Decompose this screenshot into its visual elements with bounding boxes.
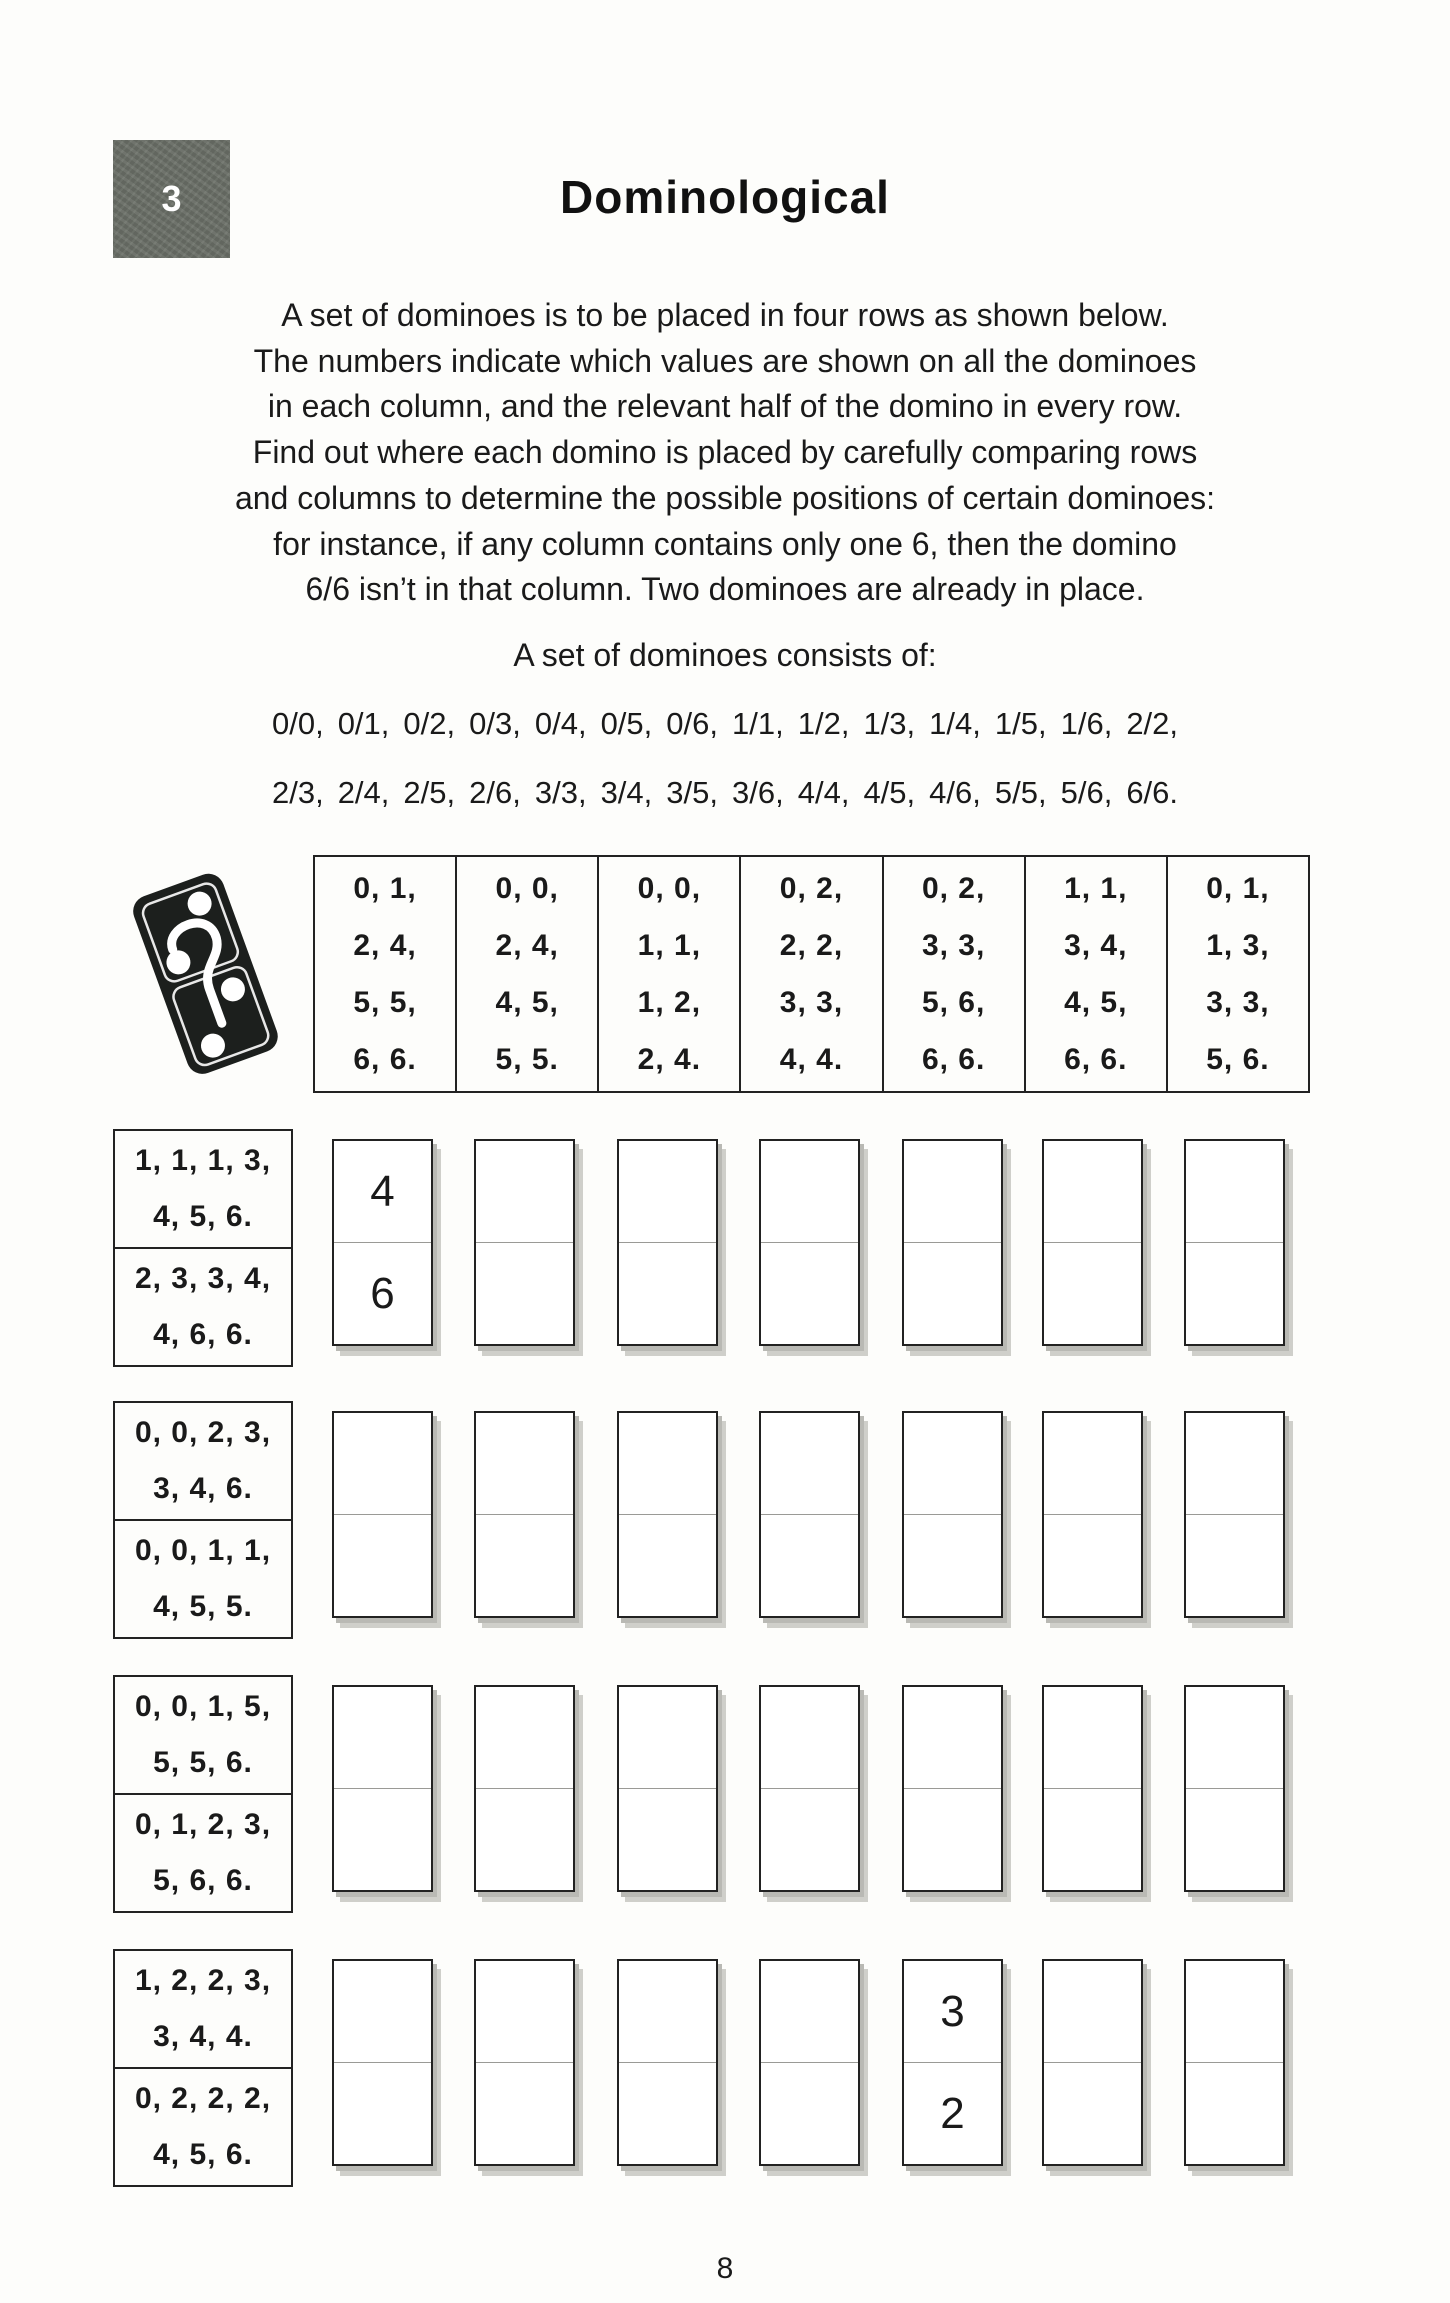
domino-slot[interactable] bbox=[474, 1959, 575, 2166]
domino-slot[interactable] bbox=[902, 1685, 1003, 1892]
domino-top-value[interactable] bbox=[476, 1687, 573, 1788]
domino-set-item: 3/3, bbox=[534, 775, 587, 810]
instructions-line: 6/6 isn’t in that column. Two dominoes are already in place. bbox=[305, 571, 1145, 608]
row-clue-1 bbox=[113, 1129, 293, 1367]
domino-set-item: 0/6, bbox=[666, 706, 718, 741]
domino-set-item: 2/5, bbox=[403, 775, 456, 810]
domino-top-value[interactable] bbox=[761, 1141, 858, 1242]
domino-top-value[interactable] bbox=[619, 1687, 716, 1788]
domino-slot[interactable] bbox=[1184, 1139, 1285, 1346]
domino-slot[interactable] bbox=[1184, 1959, 1285, 2166]
instructions-paragraph bbox=[100, 293, 1350, 613]
domino-top-value[interactable] bbox=[904, 1141, 1001, 1242]
domino-bottom-value[interactable] bbox=[761, 1514, 858, 1616]
row-clue-top-half: 0, 0, 1, 5, 5, 5, 6. bbox=[134, 1690, 272, 1779]
domino-slot[interactable] bbox=[617, 1139, 718, 1346]
domino-bottom-value[interactable] bbox=[1186, 2062, 1283, 2164]
domino-set-item: 0/3, bbox=[469, 706, 521, 741]
domino-slot[interactable] bbox=[332, 1959, 433, 2166]
domino-bottom-value[interactable] bbox=[1044, 1242, 1141, 1344]
domino-set-item: 1/3, bbox=[863, 706, 916, 741]
domino-slot[interactable] bbox=[1184, 1411, 1285, 1618]
domino-bottom-value[interactable] bbox=[761, 1242, 858, 1344]
domino-bottom-value[interactable] bbox=[1186, 1514, 1283, 1616]
domino-slot[interactable] bbox=[759, 1685, 860, 1892]
domino-slot[interactable] bbox=[1042, 1411, 1143, 1618]
domino-slot[interactable] bbox=[332, 1411, 433, 1618]
instructions-line: in each column, and the relevant half of the domino in every row. bbox=[267, 388, 1183, 425]
domino-slot[interactable] bbox=[474, 1685, 575, 1892]
domino-set-item: 3/5, bbox=[666, 775, 718, 810]
domino-set-item: 4/6, bbox=[929, 775, 981, 810]
domino-top-value[interactable] bbox=[619, 1961, 716, 2062]
domino-slot[interactable] bbox=[617, 1411, 718, 1618]
column-clue-5: 0, 2, 3, 3, 5, 6, 6, 6. bbox=[884, 857, 1026, 1091]
domino-top-value[interactable] bbox=[1186, 1413, 1283, 1514]
domino-slot[interactable] bbox=[332, 1685, 433, 1892]
domino-bottom-value[interactable] bbox=[619, 1788, 716, 1890]
row-clue-top-half: 1, 1, 1, 3, 4, 5, 6. bbox=[134, 1144, 272, 1233]
domino-bottom-value[interactable] bbox=[619, 2062, 716, 2164]
row-clue-top-half: 0, 0, 2, 3, 3, 4, 6. bbox=[134, 1416, 272, 1505]
domino-bottom-value[interactable] bbox=[904, 1514, 1001, 1616]
domino-set-item: 2/2, bbox=[1126, 706, 1179, 741]
domino-top-value[interactable] bbox=[904, 1687, 1001, 1788]
domino-top-value[interactable]: 4 bbox=[370, 1166, 395, 1216]
domino-top-value[interactable] bbox=[761, 1961, 858, 2062]
domino-set-item: 0/2, bbox=[403, 706, 456, 741]
puzzle-number: 3 bbox=[161, 178, 182, 219]
domino-set-line-1 bbox=[100, 706, 1350, 742]
domino-set-item: 1/4, bbox=[929, 706, 981, 741]
domino-top-value[interactable] bbox=[1044, 1141, 1141, 1242]
domino-bottom-value[interactable] bbox=[904, 1242, 1001, 1344]
column-clue-1: 0, 1, 2, 4, 5, 5, 6, 6. bbox=[315, 857, 457, 1091]
row-clue-bottom-half: 2, 3, 3, 4, 4, 6, 6. bbox=[115, 1247, 291, 1365]
instructions-line: Find out where each domino is placed by carefully comparing rows bbox=[252, 434, 1198, 471]
domino-set-item: 1/1, bbox=[732, 706, 784, 741]
domino-bottom-value[interactable] bbox=[476, 1514, 573, 1616]
domino-top-value[interactable] bbox=[619, 1141, 716, 1242]
domino-set-item: 5/5, bbox=[994, 775, 1047, 810]
domino-bottom-value[interactable] bbox=[334, 1514, 431, 1616]
column-clue-2: 0, 0, 2, 4, 4, 5, 5, 5. bbox=[457, 857, 599, 1091]
domino-bottom-value[interactable]: 6 bbox=[334, 1242, 431, 1344]
column-clue-3: 0, 0, 1, 1, 1, 2, 2, 4. bbox=[599, 857, 741, 1091]
domino-top-value[interactable] bbox=[476, 1961, 573, 2062]
row-clue-3 bbox=[113, 1675, 293, 1913]
domino-set-line-2 bbox=[100, 775, 1350, 811]
column-clues-table bbox=[313, 855, 1310, 1093]
domino-set-heading: A set of dominoes consists of: bbox=[513, 637, 937, 673]
instructions-line: The numbers indicate which values are shown on all the dominoes bbox=[253, 342, 1197, 379]
domino-bottom-value[interactable] bbox=[334, 2062, 431, 2164]
domino-slot[interactable] bbox=[474, 1139, 575, 1346]
domino-slot[interactable] bbox=[759, 1959, 860, 2166]
domino-bottom-value[interactable] bbox=[1044, 1514, 1141, 1616]
domino-slot[interactable] bbox=[1042, 1139, 1143, 1346]
domino-top-value[interactable] bbox=[904, 1413, 1001, 1514]
domino-bottom-value[interactable] bbox=[1044, 1788, 1141, 1890]
domino-set-item: 1/2, bbox=[797, 706, 850, 741]
domino-top-value[interactable] bbox=[334, 1413, 431, 1514]
domino-set-item: 0/0, bbox=[271, 706, 324, 741]
domino-bottom-value[interactable] bbox=[619, 1242, 716, 1344]
domino-slot[interactable] bbox=[1042, 1685, 1143, 1892]
domino-bottom-value[interactable] bbox=[476, 1242, 573, 1344]
domino-set-item: 1/5, bbox=[994, 706, 1047, 741]
domino-top-value[interactable] bbox=[761, 1413, 858, 1514]
domino-bottom-value[interactable] bbox=[761, 1788, 858, 1890]
domino-set-item: 3/6, bbox=[732, 775, 784, 810]
domino-set-item: 0/4, bbox=[534, 706, 587, 741]
page-title: Dominological bbox=[560, 171, 890, 223]
row-clue-bottom-half: 0, 2, 2, 2, 4, 5, 6. bbox=[115, 2067, 291, 2185]
page-number: 8 bbox=[716, 2252, 734, 2285]
domino-slot[interactable] bbox=[617, 1959, 718, 2166]
domino-top-value[interactable]: 3 bbox=[940, 1986, 965, 2036]
domino-bottom-value[interactable] bbox=[334, 1788, 431, 1890]
instructions-line: for instance, if any column contains only one 6, then the domino bbox=[273, 525, 1177, 562]
domino-set-item: 4/5, bbox=[863, 775, 916, 810]
domino-top-value[interactable] bbox=[619, 1413, 716, 1514]
column-clue-4: 0, 2, 2, 2, 3, 3, 4, 4. bbox=[741, 857, 883, 1091]
domino-top-value[interactable] bbox=[1044, 1961, 1141, 2062]
column-clue-7: 0, 1, 1, 3, 3, 3, 5, 6. bbox=[1206, 872, 1270, 1076]
domino-top-value[interactable] bbox=[1044, 1413, 1141, 1514]
domino-slot[interactable] bbox=[474, 1411, 575, 1618]
domino-bottom-value[interactable] bbox=[1186, 1242, 1283, 1344]
domino-set-item: 3/4, bbox=[600, 775, 653, 810]
domino-top-value[interactable] bbox=[334, 1687, 431, 1788]
domino-set-item: 4/4, bbox=[797, 775, 850, 810]
domino-slot[interactable] bbox=[902, 1959, 1003, 2166]
domino-set-item: 1/6, bbox=[1060, 706, 1113, 741]
domino-bottom-value[interactable] bbox=[476, 2062, 573, 2164]
domino-bottom-value[interactable] bbox=[476, 1788, 573, 1890]
instructions-line: and columns to determine the possible positions of certain dominoes: bbox=[234, 479, 1216, 516]
domino-top-value[interactable] bbox=[1186, 1961, 1283, 2062]
question-domino-icon bbox=[128, 868, 283, 1080]
domino-top-value[interactable] bbox=[1186, 1141, 1283, 1242]
row-clue-bottom-half: 0, 1, 2, 3, 5, 6, 6. bbox=[115, 1793, 291, 1911]
domino-top-value[interactable] bbox=[476, 1413, 573, 1514]
domino-top-value[interactable] bbox=[761, 1687, 858, 1788]
row-clue-2 bbox=[113, 1401, 293, 1639]
domino-slot[interactable] bbox=[1042, 1959, 1143, 2166]
domino-set-item: 6/6. bbox=[1126, 775, 1179, 810]
domino-slot[interactable] bbox=[1184, 1685, 1285, 1892]
domino-slot[interactable] bbox=[617, 1685, 718, 1892]
row-clue-4 bbox=[113, 1949, 293, 2187]
domino-bottom-value[interactable] bbox=[1186, 1788, 1283, 1890]
domino-top-value[interactable] bbox=[334, 1961, 431, 2062]
domino-set-item: 0/5, bbox=[600, 706, 653, 741]
domino-bottom-value[interactable] bbox=[1044, 2062, 1141, 2164]
domino-set-item: 2/3, bbox=[271, 775, 324, 810]
domino-slot[interactable] bbox=[902, 1139, 1003, 1346]
domino-top-value[interactable] bbox=[1044, 1687, 1141, 1788]
domino-slot[interactable] bbox=[332, 1139, 433, 1346]
row-clue-top-half: 1, 2, 2, 3, 3, 4, 4. bbox=[134, 1964, 272, 2053]
domino-top-value[interactable] bbox=[476, 1141, 573, 1242]
column-clue-6: 1, 1, 3, 4, 4, 5, 6, 6. bbox=[1026, 857, 1168, 1091]
domino-slot[interactable] bbox=[759, 1139, 860, 1346]
row-clue-bottom-half: 0, 0, 1, 1, 4, 5, 5. bbox=[115, 1519, 291, 1637]
domino-bottom-value[interactable] bbox=[619, 1514, 716, 1616]
domino-set-item: 0/1, bbox=[337, 706, 390, 741]
domino-slot[interactable] bbox=[902, 1411, 1003, 1618]
instructions-line: A set of dominoes is to be placed in four rows as shown below. bbox=[281, 297, 1169, 333]
domino-bottom-value[interactable] bbox=[761, 2062, 858, 2164]
domino-set-item: 2/4, bbox=[337, 775, 390, 810]
domino-bottom-value[interactable] bbox=[904, 1788, 1001, 1890]
domino-set-item: 2/6, bbox=[469, 775, 521, 810]
domino-slot[interactable] bbox=[759, 1411, 860, 1618]
domino-top-value[interactable] bbox=[1186, 1687, 1283, 1788]
domino-set-item: 5/6, bbox=[1060, 775, 1113, 810]
domino-bottom-value[interactable]: 2 bbox=[904, 2062, 1001, 2164]
